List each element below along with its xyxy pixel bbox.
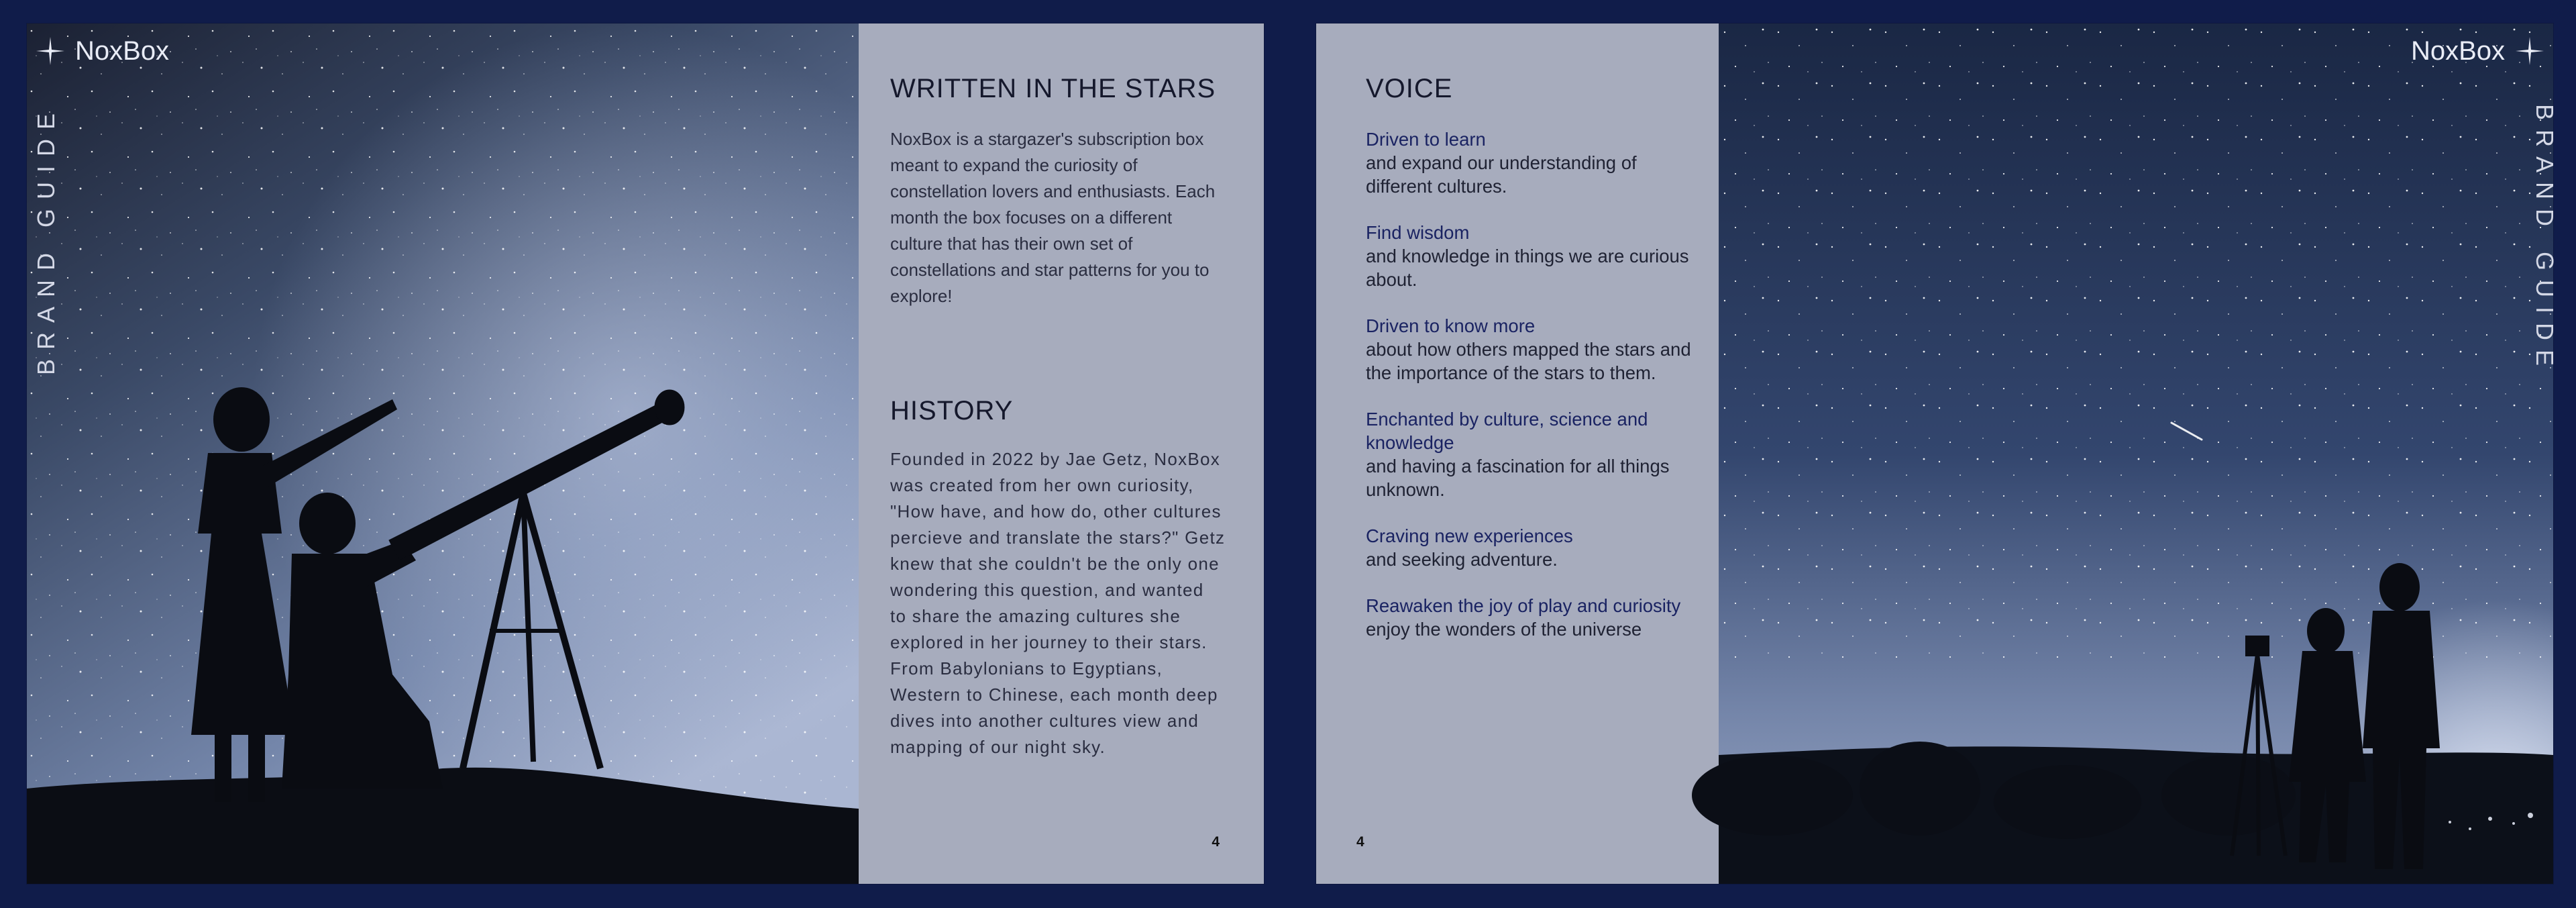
right-text-panel [1316,23,1719,884]
section-title-history: HISTORY [890,396,1014,425]
voice-item-heading: Driven to know more [1366,315,1536,336]
voice-item [1366,221,1701,291]
page-number-left: 4 [1212,834,1220,850]
brand-name-right: NoxBox [2410,36,2505,66]
voice-item-heading: Find wisdom [1366,222,1470,243]
stargazers-telescope-illustration [27,23,859,884]
voice-item [1366,407,1701,501]
brand-guide-vertical-label-left: BRAND GUIDE [32,103,60,375]
voice-item-heading: Enchanted by culture, science and knowledge [1366,409,1648,453]
voice-item-description: and expand our understanding of different cultures. [1366,152,1637,197]
voice-item [1366,524,1701,571]
voice-item-description: and knowledge in things we are curious about. [1366,246,1689,290]
right-page [1316,23,2559,884]
intro-paragraph: NoxBox is a stargazer's subscription box meant to expand the curiosity of constellation lovers and enthusiasts. Each month the box focuses on a different culture that has their own set of constellations and star patterns for you to explore! [890,129,1216,306]
section-title-written-in-the-stars: WRITTEN IN THE STARS [890,74,1216,103]
voice-item-description: and seeking adventure. [1366,549,1558,570]
voice-item-description: enjoy the wonders of the universe [1366,619,1642,640]
brand-logo-right [2411,36,2545,66]
brand-name-left: NoxBox [75,36,170,66]
voice-item-heading: Reawaken the joy of play and curiosity [1366,595,1681,616]
section-title-voice: VOICE [1366,74,1453,103]
voice-item [1366,128,1701,198]
couple-night-sky-illustration [1719,23,2553,884]
voice-item-description: about how others mapped the stars and the importance of the stars to them. [1366,339,1691,383]
voice-list [1366,128,1701,664]
left-text-panel [859,23,1264,884]
voice-item-heading: Craving new experiences [1366,525,1573,546]
sparkle-star-icon [35,36,66,66]
voice-item [1366,314,1701,385]
voice-item-description: and having a fascination for all things unknown. [1366,456,1670,500]
voice-item-heading: Driven to learn [1366,129,1486,150]
brand-logo-left [35,36,169,66]
couple-night-sky-photo [1719,23,2553,884]
sparkle-star-icon [2514,36,2545,66]
voice-item [1366,594,1701,641]
history-paragraph: Founded in 2022 by Jae Getz, NoxBox was created from her own curiosity, "How have, and how do, other cultures percieve and translate the stars?" Getz knew that she couldn't be the only one wondering this question, and wanted to share the amazing cultures she explored in her journey to their stars. From Babylonians to Egyptians, Western to Chinese, each month deep dives into another cultures view and mapping of our night sky. [890,449,1226,757]
stargazers-photo [27,23,859,884]
brand-guide-vertical-label-right: BRAND GUIDE [2531,103,2559,375]
page-number-right: 4 [1356,834,1364,850]
left-page [27,23,1264,884]
